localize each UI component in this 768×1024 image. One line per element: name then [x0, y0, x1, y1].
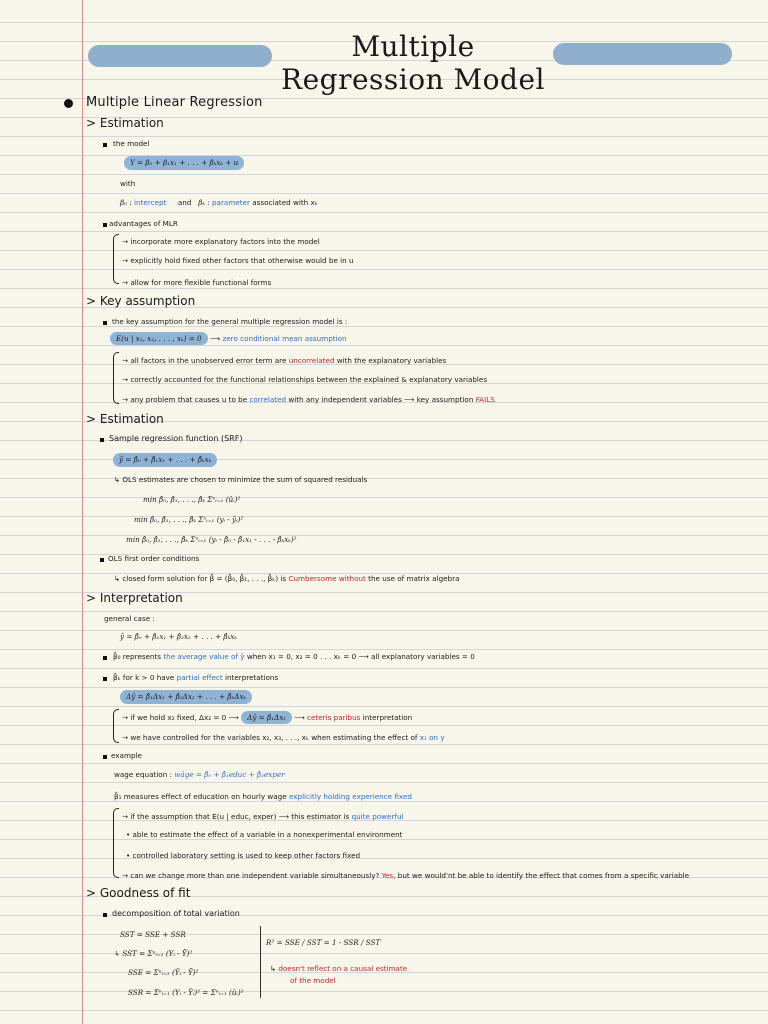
advantage-item: → incorporate more explanatory factors into the model — [122, 237, 320, 246]
zcm-line: E(u | x₁, x₂, . . . , xₖ) = 0 ⟶ zero conditional mean assumption — [110, 334, 347, 344]
bracket — [113, 808, 119, 878]
bracket — [113, 709, 119, 743]
margin-line — [82, 0, 83, 1024]
with-label: with — [120, 179, 136, 188]
foc-label: OLS first order conditions — [108, 554, 200, 563]
r-squared-note: ↳ doesn't reflect on a causal estimate — [270, 964, 408, 973]
example-label: example — [111, 751, 142, 760]
assumption-point: → all factors in the unobserved error term are uncorrelated with the explanatory variables — [122, 356, 447, 365]
sec3-heading: > Estimation — [86, 412, 164, 426]
sse-definition: SSE = Σⁿᵢ₌₁ (Ŷᵢ - Ȳ)² — [128, 968, 199, 977]
b0-interpretation: β̂₀ represents the average value of ŷ when x₁ = 0, x₂ = 0 . . . xₖ = 0 ⟶ all explanatory variables = 0 — [113, 652, 475, 661]
assumption-point: → any problem that causes u to be correlated with any independent variables ⟶ key assumption FAILS — [122, 395, 495, 404]
title-banner-right — [553, 43, 732, 65]
sst-equation: SST = SSE + SSR — [120, 930, 186, 939]
sst-definition: ↳ SST = Σⁿᵢ₌₁ (Yᵢ - Ȳ)² — [114, 949, 193, 958]
general-case-label: general case : — [104, 614, 155, 623]
bracket — [113, 352, 119, 404]
lab-line: • controlled laboratory setting is used to keep other factors fixed — [126, 851, 361, 860]
srf-label: Sample regression function (SRF) — [109, 434, 243, 443]
sec1-heading: > Estimation — [86, 116, 164, 130]
divider-line — [260, 926, 261, 998]
square-bullet — [103, 656, 107, 660]
min-eq-3: min β̂₀, β̂₁, . . ., β̂ₖ Σⁿᵢ₌₁ (yᵢ - β̂₀ - β̂₁x₁ - . . . - β̂ₖxₖ)² — [126, 535, 297, 544]
model-equation: Y = β₀ + β₁x₁ + . . . + βₖxₖ + u — [124, 156, 244, 170]
wage-equation-line: wage equation : wâge = β̂₀ + β̂₁educ + β̂₂exper — [114, 770, 285, 779]
main-bullet — [64, 99, 73, 108]
srf-equation: ŷ = β̂₀ + β̂₁x₁ + . . . + β̂ₖxₖ — [113, 453, 217, 467]
page-title: Multiple Regression Model — [281, 30, 545, 96]
ssr-definition: SSR = Σⁿᵢ₌₁ (Yᵢ - Ŷᵢ)² = Σⁿᵢ₌₁ (ûᵢ)² — [128, 988, 244, 997]
if-assumption-line: → if the assumption that E(u | educ, exper) ⟶ this estimator is quite powerful — [122, 812, 404, 821]
b1-measures-line: β̂₁ measures effect of education on hourly wage explicitly holding experience fixed — [114, 792, 412, 801]
decomposition-label: decomposition of total variation — [112, 909, 240, 918]
delta-equation: Δŷ = β̂₁Δx₁ + β̂₂Δx₂ + . . . + β̂ₖΔxₖ — [120, 690, 252, 704]
bk-interpretation: β̂ₖ for k > 0 have partial effect interpretations — [113, 673, 279, 682]
controlled-line: → we have controlled for the variables x₂, x₃, . . ., xₖ when estimating the effect of x₁ on y — [122, 733, 445, 742]
square-bullet — [100, 558, 104, 562]
square-bullet — [103, 143, 107, 147]
able-line: • able to estimate the effect of a variable in a nonexperimental environment — [126, 830, 403, 839]
assumption-point: → correctly accounted for the functional relationships between the explained & explanatory variables — [122, 375, 488, 384]
intercept-line: β₀ : intercept and βₖ : parameter associated with xₖ — [120, 198, 318, 207]
min-eq-2: min β̂₀, β̂₁, . . ., β̂ₖ Σⁿᵢ₌₁ (yᵢ - ŷᵢ)² — [134, 515, 244, 524]
sec2-heading: > Key assumption — [86, 294, 196, 308]
square-bullet — [103, 913, 107, 917]
mlr-heading: Multiple Linear Regression — [86, 95, 263, 110]
r-squared-note-2: of the model — [290, 976, 336, 985]
can-change-line: → can we change more than one independent variable simultaneously? Yes, but we would'nt be able to identify the effect that comes from a specific variable — [122, 871, 690, 880]
title-banner-left — [88, 45, 272, 67]
ols-note: ↳ OLS estimates are chosen to minimize the sum of squared residuals — [114, 475, 368, 484]
square-bullet — [103, 321, 107, 325]
hold-fixed-line: → if we hold x₂ fixed, Δx₂ = 0 ⟶ Δŷ = β̂₁Δx₁ ⟶ ceteris paribus interpretation — [122, 713, 413, 722]
min-eq-1: min β̂₀, β̂₁, . . ., β̂ₖ Σⁿᵢ₌₁ (ûᵢ)² — [143, 495, 241, 504]
sec5-heading: > Goodness of fit — [86, 886, 191, 900]
r-squared-equation: R² = SSE / SST = 1 - SSR / SST — [266, 938, 381, 947]
square-bullet — [100, 438, 104, 442]
closed-form-line: ↳ closed form solution for β̂ = (β̂₀, β̂₁, . . ., β̂ₖ) is Cumbersome without the use of matrix algebra — [114, 574, 460, 583]
model-label: the model — [113, 139, 150, 148]
sec4-heading: > Interpretation — [86, 591, 183, 605]
advantage-item: → explicitly hold fixed other factors that otherwise would be in u — [122, 256, 354, 265]
square-bullet — [103, 223, 107, 227]
advantage-item: → allow for more flexible functional forms — [122, 278, 272, 287]
square-bullet — [103, 755, 107, 759]
key-assumption-intro: the key assumption for the general multiple regression model is : — [112, 317, 348, 326]
advantages-label: advantages of MLR — [109, 219, 178, 228]
square-bullet — [103, 677, 107, 681]
general-equation: ŷ = β̂₀ + β̂₁x₁ + β̂₂x₂ + . . . + β̂ₖxₖ — [120, 632, 237, 641]
bracket — [113, 234, 119, 284]
